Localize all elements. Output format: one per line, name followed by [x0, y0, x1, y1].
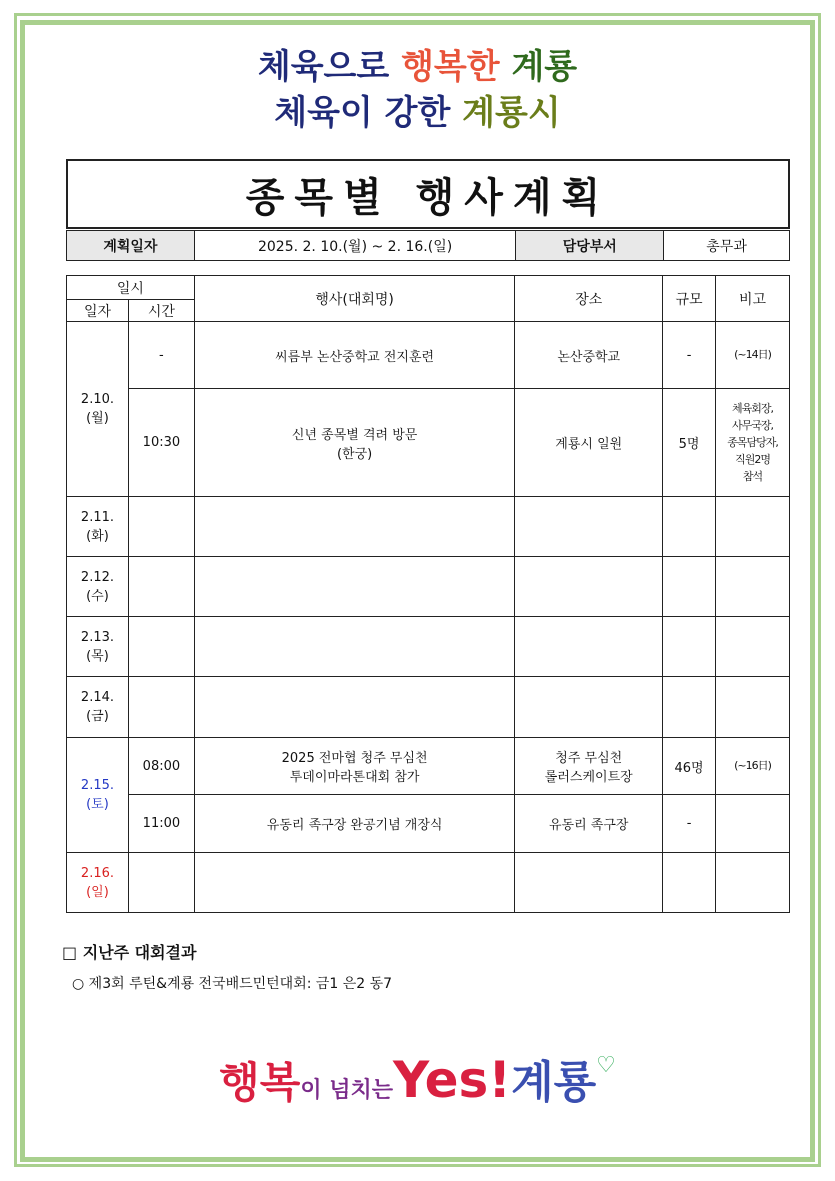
square-outline-icon: □ — [62, 943, 78, 962]
date-cell: 2.11. (화) — [67, 497, 129, 557]
dept-label: 담당부서 — [516, 231, 664, 261]
info-table — [66, 230, 790, 261]
slogan-1b: 행복한 — [401, 47, 500, 87]
table-row — [67, 389, 790, 497]
result-item — [72, 973, 392, 993]
slogan-1a: 체육으로 — [257, 47, 402, 87]
table-row — [67, 795, 790, 853]
dept-value: 총무과 — [664, 231, 790, 261]
date-cell: 2.12. (수) — [67, 557, 129, 617]
slogan-2b: 강한 — [384, 93, 451, 133]
table-row — [67, 557, 790, 617]
scale-cell: - — [663, 322, 716, 389]
bottom-slogan-1: 행복 — [219, 1058, 301, 1107]
table-row — [67, 617, 790, 677]
event-cell: 씨름부 논산중학교 전지훈련 — [194, 322, 514, 389]
event-cell: 2025 전마협 청주 무심천 투데이마라톤대회 참가 — [194, 738, 514, 795]
bottom-slogan-4: 계룡 — [511, 1057, 597, 1108]
circle-outline-icon: ○ — [72, 976, 85, 992]
table-row — [67, 853, 790, 913]
header-note: 비고 — [716, 276, 790, 322]
result-item-text: 제3회 루틴&계룡 전국배드민턴대회: 금1 은2 동7 — [88, 976, 393, 992]
time-cell: 11:00 — [128, 795, 194, 853]
note-cell: 체육회장, 사무국장, 종목담당자, 직원2명 참석 — [716, 389, 790, 497]
header-date: 일자 — [67, 300, 129, 322]
plan-date-label: 계획일자 — [67, 231, 195, 261]
schedule-table — [66, 275, 790, 913]
date-cell: 2.16. (일) — [67, 853, 129, 913]
table-row — [67, 322, 790, 389]
scale-cell: - — [663, 795, 716, 853]
place-cell: 논산중학교 — [515, 322, 663, 389]
page-title: 종목별 행사계획 — [66, 159, 790, 229]
date-cell: 2.14. (금) — [67, 677, 129, 738]
bottom-slogan-3: Yes! — [392, 1051, 512, 1109]
header-time: 시간 — [128, 300, 194, 322]
time-cell: 10:30 — [128, 389, 194, 497]
note-cell: (~16日) — [716, 738, 790, 795]
bottom-slogan — [0, 1051, 835, 1109]
date-cell: 2.13. (목) — [67, 617, 129, 677]
header-place: 장소 — [515, 276, 663, 322]
header-event: 행사(대회명) — [194, 276, 514, 322]
table-row — [67, 738, 790, 795]
event-cell: 유동리 족구장 완공기념 개장식 — [194, 795, 514, 853]
place-cell: 계룡시 일원 — [515, 389, 663, 497]
note-cell: (~14日) — [716, 322, 790, 389]
place-cell: 청주 무심천 롤러스케이트장 — [515, 738, 663, 795]
slogan-1c: 계룡 — [499, 47, 578, 87]
note-cell — [716, 795, 790, 853]
slogan-line-2 — [0, 93, 835, 133]
bottom-slogan-2: 이 넘치는 — [300, 1078, 393, 1103]
table-row — [67, 677, 790, 738]
scale-cell: 5명 — [663, 389, 716, 497]
time-cell: - — [128, 322, 194, 389]
header-datetime: 일시 — [67, 276, 195, 300]
date-cell: 2.15. (토) — [67, 738, 129, 853]
scale-cell: 46명 — [663, 738, 716, 795]
time-cell: 08:00 — [128, 738, 194, 795]
slogan-2c: 계룡시 — [450, 93, 561, 133]
header-scale: 규모 — [663, 276, 716, 322]
table-row — [67, 497, 790, 557]
event-cell: 신년 종목별 격려 방문 (한궁) — [194, 389, 514, 497]
heart-icon: ♡ — [596, 1053, 616, 1078]
results-heading-text: 지난주 대회결과 — [82, 943, 197, 962]
plan-date-value: 2025. 2. 10.(월) ~ 2. 16.(일) — [194, 231, 516, 261]
slogan-2a: 체육이 — [274, 93, 385, 133]
slogan-line-1 — [0, 47, 835, 87]
place-cell: 유동리 족구장 — [515, 795, 663, 853]
date-cell: 2.10. (월) — [67, 322, 129, 497]
results-heading — [62, 940, 196, 963]
